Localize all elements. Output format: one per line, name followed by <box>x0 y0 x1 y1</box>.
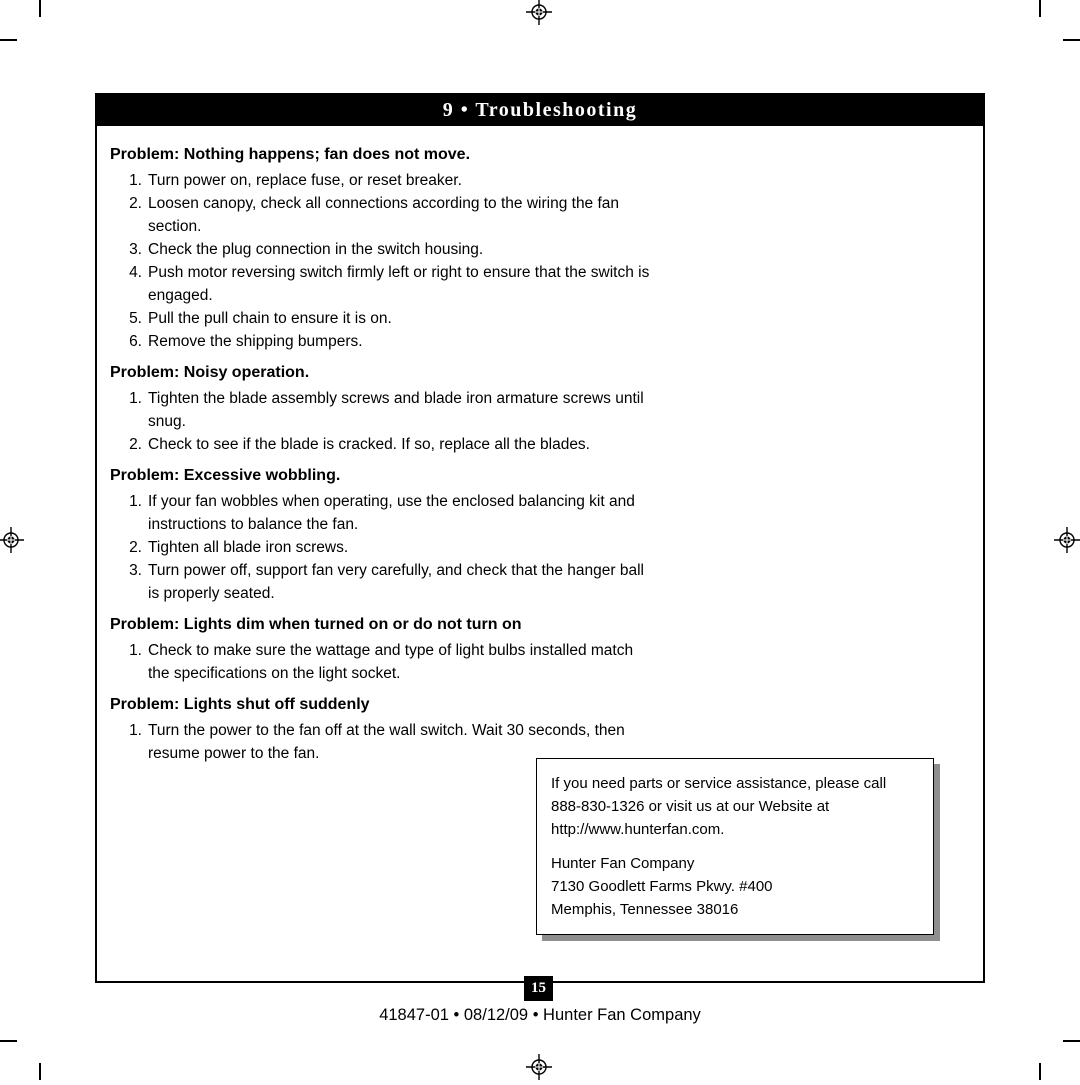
section-header-bar <box>97 95 983 126</box>
crop-mark <box>0 39 17 41</box>
registration-mark-icon <box>1054 527 1080 553</box>
list-item-number: 2. <box>129 539 142 556</box>
list-item-number: 3. <box>129 562 142 579</box>
service-contact-line: 888-830-1326 or visit us at our Website at <box>551 798 830 815</box>
list-item <box>110 490 672 536</box>
list-item-text: If your fan wobbles when operating, use the enclosed balancing kit and instructions to balance the fan. <box>148 493 635 533</box>
service-contact-line: If you need parts or service assistance, please call <box>551 775 887 792</box>
list-item <box>110 559 672 605</box>
list-item-number: 5. <box>129 310 142 327</box>
list-item-number: 1. <box>129 493 142 510</box>
page-number-text: 15 <box>531 980 546 996</box>
crop-mark <box>1063 39 1080 41</box>
list-item-number: 2. <box>129 436 142 453</box>
registration-mark-icon <box>526 0 552 25</box>
problem-heading: Problem: Excessive wobbling. <box>110 467 341 484</box>
list-item-text: Turn the power to the fan off at the wall switch. Wait 30 seconds, then resume power to the fan. <box>148 722 625 762</box>
company-street: 7130 Goodlett Farms Pkwy. #400 <box>551 878 773 895</box>
list-item <box>110 330 672 353</box>
company-address-paragraph <box>551 852 919 921</box>
list-item-text: Turn power on, replace fuse, or reset breaker. <box>148 172 462 189</box>
crop-mark <box>0 1040 17 1042</box>
list-item <box>110 639 672 685</box>
list-item <box>110 536 672 559</box>
problem-heading: Problem: Noisy operation. <box>110 364 310 381</box>
list-item <box>110 169 672 192</box>
crop-mark <box>39 0 41 17</box>
crop-mark <box>39 1063 41 1080</box>
list-item-number: 1. <box>129 172 142 189</box>
content-frame <box>95 93 985 983</box>
problem-heading: Problem: Lights dim when turned on or do not turn on <box>110 616 522 633</box>
crop-mark <box>1063 1040 1080 1042</box>
list-item-text: Check the plug connection in the switch housing. <box>148 241 484 258</box>
list-item <box>110 192 672 238</box>
company-name: Hunter Fan Company <box>551 855 695 872</box>
list-item-text: Push motor reversing switch firmly left or right to ensure that the switch is engaged. <box>148 264 650 304</box>
page-number-badge <box>524 976 553 1001</box>
crop-mark <box>1039 1063 1041 1080</box>
list-item-number: 3. <box>129 241 142 258</box>
problem-heading: Problem: Lights shut off suddenly <box>110 696 370 713</box>
list-item <box>110 387 672 433</box>
section-lights-dim <box>110 613 672 685</box>
list-item-number: 2. <box>129 195 142 212</box>
list-item-text: Tighten all blade iron screws. <box>148 539 349 556</box>
list-item-number: 4. <box>129 264 142 281</box>
crop-mark <box>1039 0 1041 17</box>
list-item-text: Loosen canopy, check all connections according to the wiring the fan section. <box>148 195 620 235</box>
list-item-text: Check to see if the blade is cracked. If so, replace all the blades. <box>148 436 590 453</box>
footer-line: 41847-01 • 08/12/09 • Hunter Fan Company <box>379 1006 701 1024</box>
list-item-number: 1. <box>129 390 142 407</box>
list-item-text: Check to make sure the wattage and type of light bulbs installed match the specifications on the light socket. <box>148 642 634 682</box>
registration-mark-icon <box>0 527 24 553</box>
service-contact-paragraph <box>551 772 919 841</box>
section-lights-shut-off <box>110 693 672 765</box>
page-title: 9 • Troubleshooting <box>442 99 638 121</box>
service-info-box <box>536 758 934 935</box>
list-item-text: Tighten the blade assembly screws and blade iron armature screws until snug. <box>148 390 644 430</box>
list-item-number: 1. <box>129 722 142 739</box>
list-item <box>110 238 672 261</box>
section-nothing-happens <box>110 143 672 353</box>
list-item <box>110 307 672 330</box>
troubleshooting-content <box>110 143 672 765</box>
list-item-text: Remove the shipping bumpers. <box>148 333 363 350</box>
section-excessive-wobbling <box>110 464 672 605</box>
list-item-text: Pull the pull chain to ensure it is on. <box>148 310 392 327</box>
list-item <box>110 433 672 456</box>
list-item <box>110 261 672 307</box>
section-noisy-operation <box>110 361 672 456</box>
problem-heading: Problem: Nothing happens; fan does not move. <box>110 146 471 163</box>
service-website-url: http://www.hunterfan.com. <box>551 821 725 838</box>
company-city: Memphis, Tennessee 38016 <box>551 901 739 918</box>
list-item-number: 6. <box>129 333 142 350</box>
list-item-number: 1. <box>129 642 142 659</box>
registration-mark-icon <box>526 1054 552 1080</box>
list-item-text: Turn power off, support fan very carefully, and check that the hanger ball is properly seated. <box>148 562 644 602</box>
